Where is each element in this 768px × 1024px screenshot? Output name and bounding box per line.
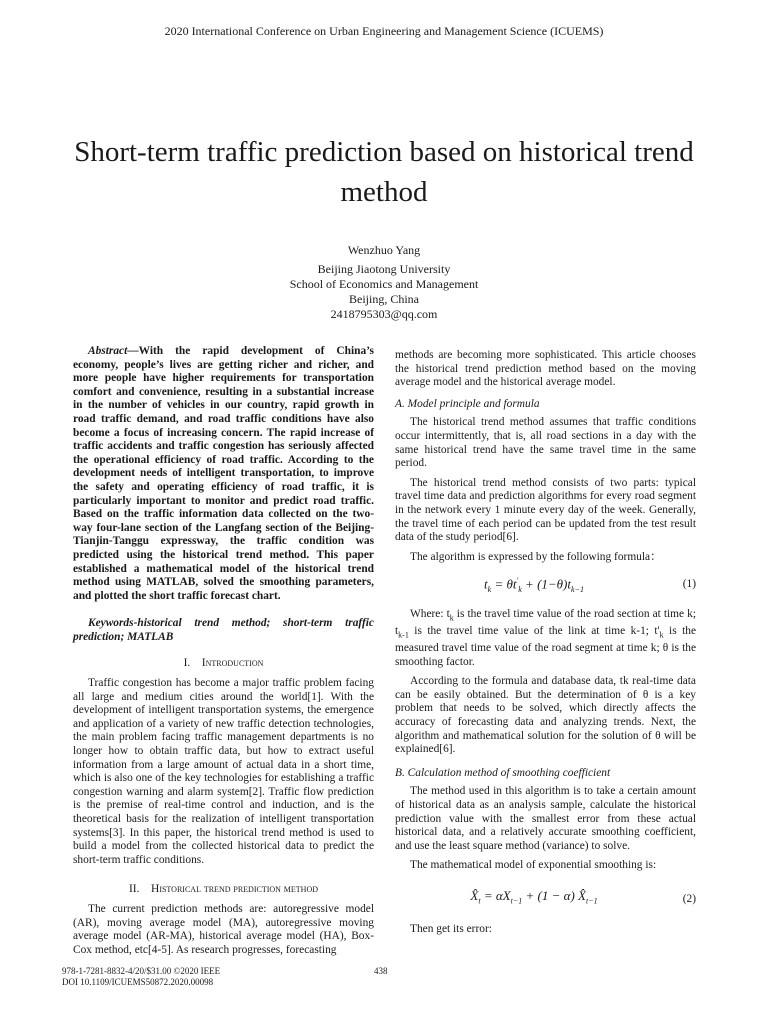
section-2-title: Historical trend prediction method	[151, 883, 319, 896]
abstract-label: Abstract	[88, 345, 128, 357]
subsection-a-heading: A. Model principle and formula	[395, 397, 540, 410]
equation-2-expression: $X̂_t = \alpha X_{t-1} + (1 - \alpha)$ $X̂_{t-1}$	[470, 887, 598, 906]
subsection-a-paragraph-1: The historical trend method assumes that traffic conditions occur intermittently, that is, all road sections in a day with the same historical trend have the same travel time in the same period.	[395, 416, 696, 470]
abstract	[73, 345, 374, 603]
paper-title	[60, 132, 708, 212]
equation-1-expression: $t_k = \theta t'_k + (1-\theta)t_{k-1}$	[484, 576, 584, 595]
subsection-a-paragraph-5: According to the formula and database data, tk real-time data can be easily obtained. But the determination of θ is a key problem that needs to be solved, which directly affects the accuracy of forecasting data and analyzing trends. Next, the algorithm and mathematical solution for the solution of θ will be explained[6].	[395, 675, 696, 756]
equation-2	[395, 877, 696, 917]
author-location: Beijing, China	[349, 292, 419, 306]
subsection-a-paragraph-3: The algorithm is expressed by the following formula：	[410, 550, 662, 563]
title-line-2: method	[340, 176, 428, 208]
equation-2-number: (2)	[682, 892, 696, 905]
right-column	[395, 349, 696, 937]
author-affiliation-2: School of Economics and Management	[289, 277, 479, 291]
section-2-number: II.	[128, 883, 140, 896]
section-2-heading	[73, 883, 374, 897]
abstract-text: —With the rapid development of China’s economy, people’s lives are getting richer and richer, and more people have higher requirements for transportation comfort and convenience, resulting in a substantial increase in the number of vehicles in our country, rapid growth in road traffic demand, and road traffic conditions have also become a focus of increasing concern. The rapid increase of traffic accidents and traffic congestion has seriously affected the operational efficiency of road traffic. According to the development needs of intelligent transportation, to improve the safety and operating efficiency of road traffic, it is particularly important to monitor and predict road traffic. Based on the traffic information data collected on the two-way four-lane section of the Langfang section of the Beijing-Tianjin-Tanggu expressway, the traffic condition was predicted using the historical trend method. This paper established a mathematical model of the historical trend method using MATLAB, solved the smoothing parameters, and plotted the short traffic forecast chart.	[73, 345, 374, 602]
author-email: 2418795303@qq.com	[330, 307, 438, 321]
footer-doi: DOI 10.1109/ICUEMS50872.2020.00098	[62, 977, 214, 987]
right-paragraph-0: methods are becoming more sophisticated. This article chooses the historical trend prediction method based on the moving average model and the historical average model.	[395, 349, 696, 389]
keywords: Keywords-historical trend method; short-term traffic prediction; MATLAB	[73, 617, 374, 643]
equation-1	[395, 568, 696, 602]
section-2-paragraph: The current prediction methods are: autoregressive model (AR), moving average model (MA), autoregressive moving average model (AR-MA), historical average model (HA), Box-Cox method, etc[4-5]. As research progresses, forecasting	[73, 902, 374, 956]
subsection-a-where: Where: $t_k$ is the travel time value of the road section at time k; $t_{k-1}$ is the travel time value of the link at time k-1; $t'_k$ is the measured travel time value of the road segment at time k; θ is the smoothing factor.	[395, 608, 697, 668]
title-line-1: Short-term traffic prediction based on historical trend	[74, 136, 694, 168]
intro-paragraph: Traffic congestion has become a major traffic problem facing all large and medium cities around the world[1]. With the development of intelligent transportation systems, the emergence and application of a variety of new traffic detection technologies, the main problem facing traffic management departments is no longer how to obtain traffic data, but how to extract useful information from a large amount of actual data in a short time, which is also one of the key technologies for establishing a traffic congestion warning and alarm system[2]. Traffic flow prediction is the premise of real-time control and induction, and is the theoretical basis for the realization of intelligent transportation systems[3]. In this paper, the historical trend method is used to build a model from the collected historical data to predict the short-term traffic conditions.	[73, 677, 374, 866]
section-1-heading	[73, 657, 374, 671]
section-1-title: Introduction	[201, 657, 264, 670]
section-1-number: I.	[183, 657, 191, 670]
page-number: 438	[374, 966, 388, 976]
author-name: Wenzhuo Yang	[347, 243, 421, 257]
author-affiliation-1: Beijing Jiaotong University	[317, 262, 451, 276]
subsection-a-paragraph-2: The historical trend method consists of two parts: typical travel time data and prediction algorithms for every road segment in the network every 1 minute every day of the week. Generally, the travel time of each period can be updated from the test result data of the study period[6].	[395, 476, 696, 544]
equation-1-number: (1)	[682, 578, 696, 591]
footer-identifiers	[62, 966, 220, 988]
conference-header: 2020 International Conference on Urban Engineering and Management Science (ICUEMS)	[164, 24, 604, 38]
left-column	[73, 345, 374, 957]
subsection-b-heading: B. Calculation method of smoothing coefficient	[395, 766, 611, 779]
subsection-b-paragraph-1: The method used in this algorithm is to take a certain amount of historical data as an analysis sample, calculate the historical prediction value with the smallest error from these actual historical data, and a relatively accurate smoothing coefficient, and use the least square method (variance) to solve.	[395, 785, 696, 852]
subsection-b-paragraph-3: Then get its error:	[410, 922, 492, 935]
subsection-b-paragraph-2: The mathematical model of exponential smoothing is:	[410, 859, 657, 872]
author-block	[0, 243, 768, 322]
footer-isbn: 978-1-7281-8832-4/20/$31.00 ©2020 IEEE	[62, 966, 221, 976]
